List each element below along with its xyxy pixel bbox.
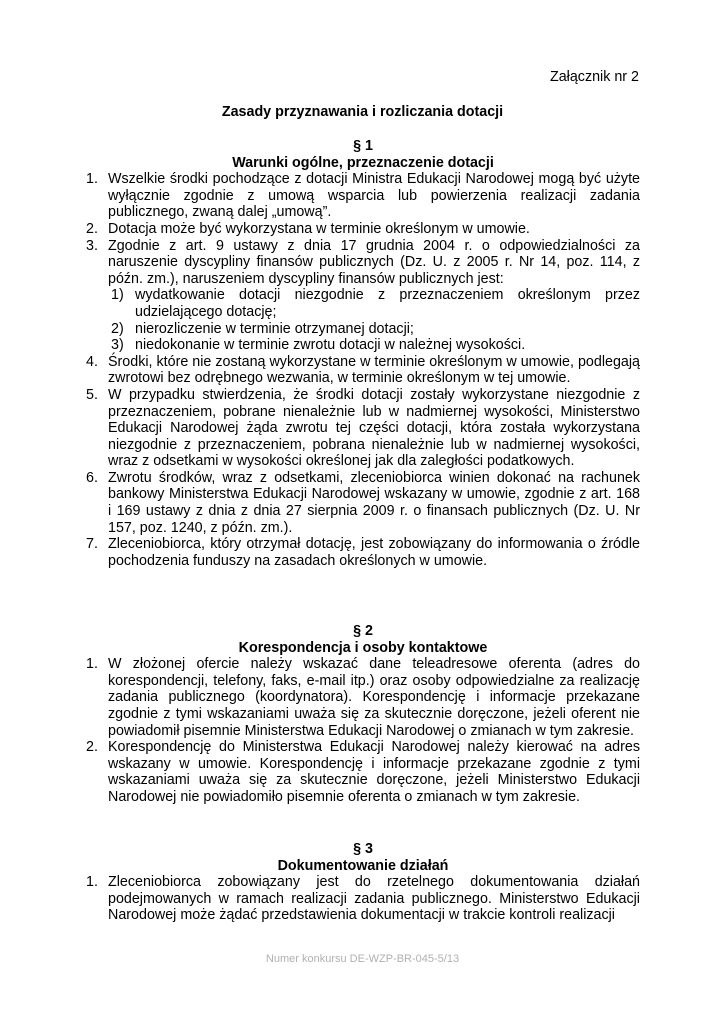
sub-list-item — [108, 337, 640, 354]
list-item — [86, 470, 640, 536]
item-text: Zwrotu środków, wraz z odsetkami, zleceniobiorca winien dokonać na rachunek bankowy Ministerstwa Edukacji Narodowej wskazany w umowie, zgodnie z art. 168 i 169 ustawy z dnia z dnia 27 sierpnia 2009 r. o finansach publicznych (Dz. U. Nr 157, poz. 1240, z późn. zm.). — [108, 469, 640, 536]
sub-list-item — [108, 287, 640, 320]
list-item — [86, 536, 640, 569]
section-items — [86, 874, 640, 924]
list-item — [86, 656, 640, 739]
section-heading: Warunki ogólne, przeznaczenie dotacji — [232, 154, 494, 171]
item-number: 7. — [86, 536, 98, 553]
list-item — [86, 221, 640, 238]
sub-item-text: niedokonanie w terminie zwrotu dotacji w należnej wysokości. — [135, 337, 526, 354]
sub-item-number: 1) — [111, 287, 124, 304]
item-text: Zleceniobiorca, który otrzymał dotację, jest zobowiązany do informowania o źródle pochodzenia funduszy na zasadach określonych w umowie. — [108, 536, 640, 569]
section-2 — [86, 623, 640, 806]
item-text: Korespondencję do Ministerstwa Edukacji Narodowej należy kierować na adres wskazany w umowie. Korespondencję i informacje przekazane zgodnie z tymi wskazaniami uważa się za skutecznie doręczone, jeżeli Ministerstwo Edukacji Narodowej nie powiadomiło pisemnie oferenta o zmianach w tym zakresie. — [108, 739, 640, 805]
item-number: 1. — [86, 656, 98, 673]
list-item — [86, 874, 640, 924]
list-item — [86, 238, 640, 354]
item-number: 4. — [86, 353, 98, 370]
section-number: § 3 — [353, 841, 373, 857]
item-text: Wszelkie środki pochodzące z dotacji Ministra Edukacji Narodowej mogą być użyte wyłącznie zgodnie z umową wsparcia lub powierzenia realizacji zadania publicznego, zwaną dalej „umową”. — [108, 171, 640, 221]
annex-label: Załącznik nr 2 — [550, 69, 639, 85]
sub-list-item — [108, 321, 640, 338]
item-text: Zgodnie z art. 9 ustawy z dnia 17 grudnia 2004 r. o odpowiedzialności za naruszenie dyscypliny finansów publicznych (Dz. U. z 2005 r. Nr 14, poz. 114, z późn. zm.), naruszeniem dyscypliny finansów publicznych jest: — [108, 237, 640, 287]
section-number: § 1 — [353, 138, 373, 154]
document-title: Zasady przyznawania i rozliczania dotacji — [221, 104, 504, 120]
list-item — [86, 387, 640, 470]
section-heading: Dokumentowanie działań — [277, 857, 449, 874]
sub-item-text: wydatkowanie dotacji niezgodnie z przeznaczeniem określonym przez udzielającego dotację; — [135, 287, 640, 320]
section-items — [86, 171, 640, 569]
item-text: Środki, które nie zostaną wykorzystane w terminie określonym w umowie, podlegają zwrotowi bez odrębnego wezwania, w terminie określonym w tej umowie. — [108, 353, 640, 387]
section-number: § 2 — [353, 623, 373, 639]
item-number: 2. — [86, 739, 98, 756]
item-number: 6. — [86, 469, 98, 486]
sub-item-number: 3) — [111, 337, 124, 354]
sub-item-number: 2) — [111, 320, 124, 337]
list-item — [86, 171, 640, 221]
list-item — [86, 354, 640, 387]
page-footer: Numer konkursu DE-WZP-BR-045-5/13 — [265, 953, 460, 965]
sub-list — [108, 287, 640, 353]
item-text: Zleceniobiorca zobowiązany jest do rzetelnego dokumentowania działań podejmowanych w ramach realizacji zadania publicznego. Ministerstwo Edukacji Narodowej może żądać przedstawienia dokumentacji w trakcie kontroli realizacji — [108, 874, 640, 924]
item-number: 3. — [86, 237, 98, 254]
list-item — [86, 739, 640, 805]
section-3 — [86, 841, 640, 924]
item-text: W złożonej ofercie należy wskazać dane teleadresowe oferenta (adres do korespondencji, telefony, faks, e-mail itp.) oraz osoby odpowiedzialne za realizację zadania publicznego (koordynatora). Korespondencję i informacje przekazane zgodnie z tymi wskazaniami uważa się za skutecznie doręczone, jeżeli oferent nie powiadomił pisemnie Ministerstwa Edukacji Narodowej o zmianach w tym zakresie. — [108, 656, 640, 739]
item-text: Dotacja może być wykorzystana w terminie określonym w umowie. — [108, 220, 530, 237]
section-1 — [86, 138, 640, 569]
item-number: 5. — [86, 386, 98, 403]
section-heading: Korespondencja i osoby kontaktowe — [238, 639, 488, 656]
item-number: 1. — [86, 874, 98, 891]
sub-item-text: nierozliczenie w terminie otrzymanej dotacji; — [135, 320, 414, 337]
item-text: W przypadku stwierdzenia, że środki dotacji zostały wykorzystane niezgodnie z przeznaczeniem, pobrane nienależnie lub w nadmiernej wysokości, Ministerstwo Edukacji Narodowej żąda zwrotu tej części dotacji, która została wykorzystana niezgodnie z przeznaczeniem, pobrana nienależnie lub w nadmiernej wysokości, wraz z odsetkami w wysokości określonej jak dla zaległości podatkowych. — [108, 386, 640, 470]
item-number: 2. — [86, 220, 98, 237]
item-number: 1. — [86, 171, 98, 188]
section-items — [86, 656, 640, 805]
